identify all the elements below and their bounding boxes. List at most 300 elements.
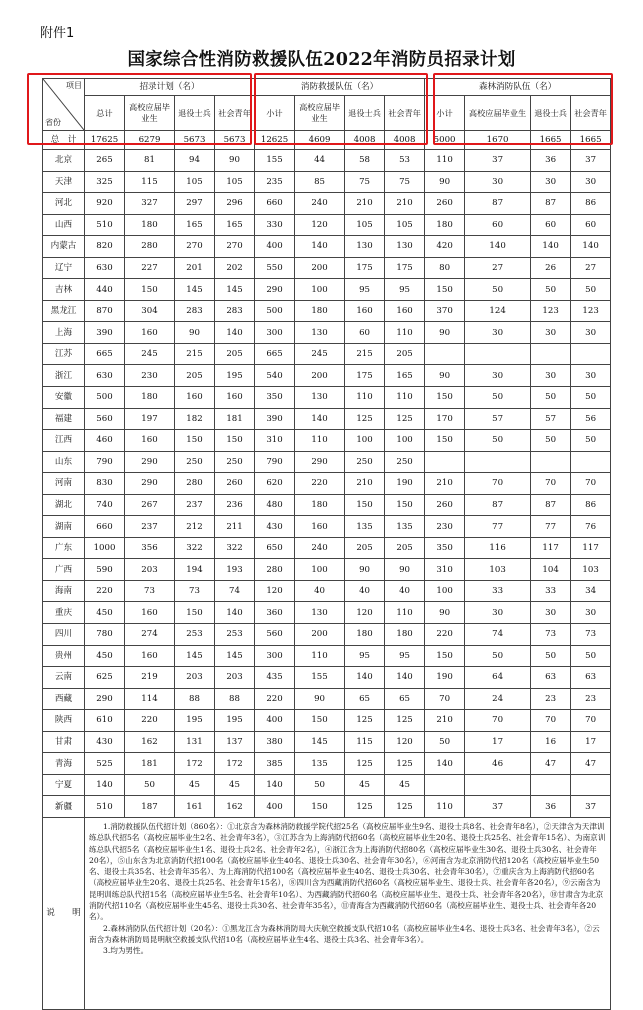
table-cell: 130 [295, 322, 345, 344]
province-name: 辽宁 [43, 257, 85, 279]
table-cell: 170 [425, 408, 465, 430]
province-name: 河北 [43, 193, 85, 215]
province-name: 贵州 [43, 645, 85, 667]
table-cell: 560 [255, 624, 295, 646]
table-cell: 50 [531, 279, 571, 301]
table-cell: 500 [255, 300, 295, 322]
table-cell: 150 [175, 430, 215, 452]
table-cell: 150 [215, 430, 255, 452]
table-cell: 100 [385, 430, 425, 452]
table-cell: 73 [531, 624, 571, 646]
table-cell: 45 [385, 774, 425, 796]
table-cell: 103 [465, 559, 531, 581]
table-cell: 210 [345, 473, 385, 495]
table-cell: 125 [345, 710, 385, 732]
table-row [43, 408, 611, 430]
table-cell: 150 [425, 387, 465, 409]
table-cell: 90 [385, 559, 425, 581]
total-value: 5673 [215, 131, 255, 150]
province-name: 天津 [43, 171, 85, 193]
total-value: 4008 [345, 131, 385, 150]
table-cell: 630 [85, 257, 125, 279]
table-cell: 280 [175, 473, 215, 495]
province-name: 广西 [43, 559, 85, 581]
table-cell: 125 [385, 710, 425, 732]
table-cell: 88 [215, 688, 255, 710]
table-cell: 440 [85, 279, 125, 301]
table-cell: 400 [255, 710, 295, 732]
table-cell: 260 [425, 494, 465, 516]
attachment-label: 附件1 [40, 26, 75, 41]
table-cell: 40 [385, 580, 425, 602]
table-cell: 180 [425, 214, 465, 236]
table-cell: 165 [385, 365, 425, 387]
table-cell: 94 [175, 150, 215, 172]
table-cell: 125 [345, 408, 385, 430]
table-cell: 70 [571, 473, 611, 495]
table-cell: 37 [571, 796, 611, 818]
table-cell: 70 [571, 710, 611, 732]
table-row [43, 300, 611, 322]
table-cell: 150 [425, 430, 465, 452]
province-name: 吉林 [43, 279, 85, 301]
table-cell: 125 [385, 796, 425, 818]
table-cell: 160 [125, 645, 175, 667]
table-cell: 24 [465, 688, 531, 710]
table-cell: 162 [125, 731, 175, 753]
table-cell: 660 [85, 516, 125, 538]
table-cell: 30 [531, 322, 571, 344]
table-cell: 140 [425, 753, 465, 775]
table-cell: 202 [215, 257, 255, 279]
table-cell: 290 [85, 688, 125, 710]
table-cell: 267 [125, 494, 175, 516]
total-value: 4609 [295, 131, 345, 150]
table-cell: 105 [345, 214, 385, 236]
table-cell: 70 [465, 473, 531, 495]
table-cell: 210 [425, 473, 465, 495]
table-cell: 740 [85, 494, 125, 516]
table-cell: 125 [385, 408, 425, 430]
province-name: 广东 [43, 537, 85, 559]
table-cell: 350 [255, 387, 295, 409]
table-cell: 77 [465, 516, 531, 538]
table-cell: 23 [571, 688, 611, 710]
table-cell: 160 [295, 516, 345, 538]
table-cell: 290 [125, 473, 175, 495]
table-cell: 195 [215, 365, 255, 387]
table-cell: 120 [255, 580, 295, 602]
table-cell: 220 [255, 688, 295, 710]
table-cell [465, 774, 531, 796]
table-cell: 73 [175, 580, 215, 602]
table-cell: 100 [295, 279, 345, 301]
province-name: 云南 [43, 667, 85, 689]
header-corner-cell [43, 79, 85, 131]
table-cell: 390 [255, 408, 295, 430]
table-row [43, 494, 611, 516]
table-cell: 150 [345, 494, 385, 516]
table-cell: 105 [175, 171, 215, 193]
table-cell: 75 [345, 171, 385, 193]
table-cell: 205 [385, 343, 425, 365]
table-cell: 212 [175, 516, 215, 538]
table-cell: 180 [125, 214, 175, 236]
table-cell: 236 [215, 494, 255, 516]
table-cell: 110 [295, 645, 345, 667]
table-cell: 120 [385, 731, 425, 753]
table-cell: 140 [215, 322, 255, 344]
table-cell: 125 [385, 753, 425, 775]
table-cell: 135 [385, 516, 425, 538]
table-row [43, 624, 611, 646]
table-cell: 50 [295, 774, 345, 796]
table-cell: 50 [465, 645, 531, 667]
table-cell [531, 343, 571, 365]
table-cell: 73 [125, 580, 175, 602]
note-fire-rescue: 1.消防救援队伍代招计划（860名）：①北京含为森林消防救援学院代招25名（高校应届毕业生9名、退役士兵8名、社会青年8名），②天津含为天津训练总队代招5名（高校应届毕业生2名、社会青年3名），③江苏含为上海消防代招60名（高校应届毕业生20名、退役士兵25名、社会青年15名）、为南京训练总队代招5名（高校应届毕业生1名、退役士兵2名、社会青年2名），④浙江含为上海消防代招80名（高校应届毕业生30名、退役士兵30名、社会青年20名），⑤山东含为北京消防代招100名（高校应届毕业生40名、退役士兵30名、社会青年30名），⑥河南含为北京消防代招120名（高校应届毕业生50名、退役士兵35名、社会青年35名）、为上海消防代招100名（高校应届毕业生40名、退役士兵30名、社会青年30名），⑦重庆含为上海消防代招60名（高校应届毕业生20名、退役士兵25名、社会青年15名），⑧四川含为西藏消防代招60名（高校应届毕业生、退役士兵、社会青年各20名），⑨云南含为昆明训练总队代招15名（高校应届毕业生5名、社会青年10名）、为西藏消防代招60名（高校应届毕业生、退役士兵、社会青年各20名），⑩甘肃含为北京消防代招110名（高校应届毕业生45名、退役士兵30名、社会青年35名），⑪青海含为西藏消防代招60名（高校应届毕业生、退役士兵、社会青年各20名）。 [89, 821, 606, 922]
table-cell: 50 [571, 387, 611, 409]
table-cell: 135 [295, 753, 345, 775]
table-cell: 17 [465, 731, 531, 753]
table-cell: 30 [465, 602, 531, 624]
table-cell: 140 [295, 236, 345, 258]
table-cell: 160 [125, 602, 175, 624]
table-cell: 297 [175, 193, 215, 215]
table-cell: 560 [85, 408, 125, 430]
table-row [43, 645, 611, 667]
table-cell: 230 [425, 516, 465, 538]
table-cell: 140 [531, 236, 571, 258]
page-title: 国家综合性消防救援队伍2022年消防员招录计划 [127, 50, 516, 70]
table-cell [531, 451, 571, 473]
table-cell: 205 [385, 537, 425, 559]
table-cell: 625 [85, 667, 125, 689]
table-cell: 100 [345, 430, 385, 452]
table-cell: 195 [175, 710, 215, 732]
table-cell: 550 [255, 257, 295, 279]
table-cell: 660 [255, 193, 295, 215]
table-row [43, 214, 611, 236]
table-cell: 300 [255, 322, 295, 344]
table-cell: 237 [125, 516, 175, 538]
table-cell: 60 [531, 214, 571, 236]
table-cell: 115 [345, 731, 385, 753]
table-cell [571, 451, 611, 473]
table-cell: 160 [125, 430, 175, 452]
table-cell: 175 [385, 257, 425, 279]
table-cell: 322 [175, 537, 215, 559]
table-cell: 650 [255, 537, 295, 559]
table-row [43, 602, 611, 624]
table-row [43, 516, 611, 538]
province-rows [43, 150, 611, 818]
table-cell: 172 [215, 753, 255, 775]
table-cell: 30 [531, 365, 571, 387]
table-cell: 30 [571, 365, 611, 387]
table-cell: 103 [571, 559, 611, 581]
subheader-total-veterans: 退役士兵 [175, 96, 215, 131]
table-cell: 95 [385, 645, 425, 667]
table-cell: 175 [345, 365, 385, 387]
table-cell: 110 [425, 150, 465, 172]
table-cell: 63 [531, 667, 571, 689]
table-row [43, 451, 611, 473]
table-cell: 203 [215, 667, 255, 689]
table-cell: 380 [255, 731, 295, 753]
table-cell: 50 [465, 279, 531, 301]
table-cell: 325 [85, 171, 125, 193]
table-cell: 227 [125, 257, 175, 279]
table-cell: 160 [125, 322, 175, 344]
table-cell: 50 [531, 645, 571, 667]
table-cell: 160 [175, 387, 215, 409]
table-cell: 130 [345, 236, 385, 258]
table-cell: 87 [531, 193, 571, 215]
table-cell: 790 [255, 451, 295, 473]
table-cell: 200 [295, 624, 345, 646]
table-cell: 310 [425, 559, 465, 581]
table-cell: 74 [465, 624, 531, 646]
table-cell: 182 [175, 408, 215, 430]
table-row [43, 710, 611, 732]
table-cell: 290 [255, 279, 295, 301]
table-cell: 161 [175, 796, 215, 818]
table-cell: 60 [465, 214, 531, 236]
table-cell: 245 [125, 343, 175, 365]
subheader-fire-subtotal: 小计 [255, 96, 295, 131]
table-cell: 620 [255, 473, 295, 495]
table-cell: 870 [85, 300, 125, 322]
province-name: 陕西 [43, 710, 85, 732]
table-cell: 30 [571, 602, 611, 624]
table-cell: 205 [215, 343, 255, 365]
table-cell: 77 [531, 516, 571, 538]
table-row [43, 667, 611, 689]
table-cell: 480 [255, 494, 295, 516]
table-cell: 30 [571, 171, 611, 193]
table-cell: 260 [425, 193, 465, 215]
table-cell: 140 [215, 602, 255, 624]
table-cell: 100 [295, 559, 345, 581]
table-cell: 630 [85, 365, 125, 387]
province-name: 河南 [43, 473, 85, 495]
table-row [43, 365, 611, 387]
table-cell: 390 [85, 322, 125, 344]
table-cell: 280 [255, 559, 295, 581]
table-cell: 540 [255, 365, 295, 387]
table-cell: 180 [345, 624, 385, 646]
table-cell: 50 [465, 387, 531, 409]
table-cell: 30 [465, 322, 531, 344]
table-cell: 210 [345, 193, 385, 215]
table-row [43, 753, 611, 775]
province-name: 海南 [43, 580, 85, 602]
table-cell [571, 774, 611, 796]
table-cell: 56 [571, 408, 611, 430]
table-cell: 140 [295, 408, 345, 430]
table-cell: 590 [85, 559, 125, 581]
table-cell: 50 [571, 279, 611, 301]
table-cell [425, 451, 465, 473]
table-cell: 155 [295, 667, 345, 689]
table-cell: 237 [175, 494, 215, 516]
table-cell: 95 [385, 279, 425, 301]
table-cell: 211 [215, 516, 255, 538]
table-cell: 274 [125, 624, 175, 646]
table-cell: 114 [125, 688, 175, 710]
table-cell: 110 [345, 387, 385, 409]
table-cell: 46 [465, 753, 531, 775]
table-cell: 180 [295, 494, 345, 516]
table-cell: 150 [125, 279, 175, 301]
table-row [43, 193, 611, 215]
province-name: 甘肃 [43, 731, 85, 753]
table-cell: 230 [125, 365, 175, 387]
table-row [43, 257, 611, 279]
table-row [43, 322, 611, 344]
table-cell: 195 [215, 710, 255, 732]
table-cell: 240 [295, 193, 345, 215]
table-cell: 165 [215, 214, 255, 236]
table-cell: 450 [85, 645, 125, 667]
total-value: 1670 [465, 131, 531, 150]
table-cell: 525 [85, 753, 125, 775]
table-cell: 220 [125, 710, 175, 732]
table-cell: 90 [295, 688, 345, 710]
table-cell: 250 [385, 451, 425, 473]
subheader-forest-veterans: 退役士兵 [531, 96, 571, 131]
table-cell: 86 [571, 494, 611, 516]
table-cell: 830 [85, 473, 125, 495]
table-row [43, 688, 611, 710]
province-name: 江西 [43, 430, 85, 452]
table-cell: 130 [385, 236, 425, 258]
table-cell: 283 [215, 300, 255, 322]
table-cell: 435 [255, 667, 295, 689]
table-cell: 123 [531, 300, 571, 322]
table-row [43, 343, 611, 365]
table-cell [465, 451, 531, 473]
table-cell: 181 [125, 753, 175, 775]
table-cell: 90 [345, 559, 385, 581]
table-cell: 75 [385, 171, 425, 193]
table-cell: 65 [345, 688, 385, 710]
table-cell: 123 [571, 300, 611, 322]
table-cell: 90 [215, 150, 255, 172]
table-cell: 260 [215, 473, 255, 495]
province-name: 湖北 [43, 494, 85, 516]
table-cell: 60 [345, 322, 385, 344]
table-cell: 360 [255, 602, 295, 624]
table-cell: 80 [425, 257, 465, 279]
table-cell: 203 [175, 667, 215, 689]
table-cell: 117 [571, 537, 611, 559]
table-cell: 290 [295, 451, 345, 473]
table-cell: 50 [425, 731, 465, 753]
table-cell: 250 [345, 451, 385, 473]
table-cell: 30 [465, 171, 531, 193]
table-cell: 37 [465, 796, 531, 818]
total-row [43, 131, 611, 150]
table-cell: 385 [255, 753, 295, 775]
table-cell: 150 [175, 602, 215, 624]
table-cell: 510 [85, 214, 125, 236]
table-cell: 220 [85, 580, 125, 602]
table-cell: 790 [85, 451, 125, 473]
table-cell: 250 [175, 451, 215, 473]
table-cell: 150 [385, 494, 425, 516]
table-cell: 1000 [85, 537, 125, 559]
table-cell: 120 [295, 214, 345, 236]
table-cell: 104 [531, 559, 571, 581]
table-cell: 36 [531, 796, 571, 818]
table-cell: 117 [531, 537, 571, 559]
table-cell: 145 [215, 279, 255, 301]
table-cell: 145 [215, 645, 255, 667]
table-cell: 460 [85, 430, 125, 452]
province-name: 安徽 [43, 387, 85, 409]
table-cell: 37 [465, 150, 531, 172]
table-cell: 140 [85, 774, 125, 796]
table-cell: 245 [295, 343, 345, 365]
table-cell [465, 343, 531, 365]
table-cell: 87 [531, 494, 571, 516]
table-cell: 210 [425, 710, 465, 732]
table-cell: 130 [295, 387, 345, 409]
table-cell: 137 [215, 731, 255, 753]
table-cell: 124 [465, 300, 531, 322]
table-cell: 145 [175, 279, 215, 301]
subheader-forest-subtotal: 小计 [425, 96, 465, 131]
table-cell [571, 343, 611, 365]
table-cell: 201 [175, 257, 215, 279]
table-cell: 296 [215, 193, 255, 215]
table-cell: 45 [175, 774, 215, 796]
table-cell: 150 [425, 279, 465, 301]
table-cell: 500 [85, 387, 125, 409]
table-cell: 34 [571, 580, 611, 602]
table-row [43, 774, 611, 796]
table-cell: 235 [255, 171, 295, 193]
table-cell [531, 774, 571, 796]
table-cell: 33 [465, 580, 531, 602]
table-cell: 327 [125, 193, 175, 215]
table-row [43, 171, 611, 193]
province-name: 浙江 [43, 365, 85, 387]
table-cell: 70 [531, 710, 571, 732]
table-cell: 160 [385, 300, 425, 322]
table-cell: 180 [125, 387, 175, 409]
table-cell: 219 [125, 667, 175, 689]
table-cell: 63 [571, 667, 611, 689]
table-cell: 105 [385, 214, 425, 236]
table-cell: 190 [385, 473, 425, 495]
table-cell: 110 [385, 322, 425, 344]
corner-label-province: 省份 [45, 118, 61, 127]
table-cell: 57 [465, 408, 531, 430]
table-cell: 50 [465, 430, 531, 452]
table-cell: 172 [175, 753, 215, 775]
total-value: 1665 [531, 131, 571, 150]
table-cell: 145 [175, 645, 215, 667]
province-name: 上海 [43, 322, 85, 344]
corner-label-item: 项目 [66, 81, 82, 90]
table-cell: 190 [425, 667, 465, 689]
table-cell: 45 [215, 774, 255, 796]
province-name: 重庆 [43, 602, 85, 624]
table-cell: 155 [255, 150, 295, 172]
